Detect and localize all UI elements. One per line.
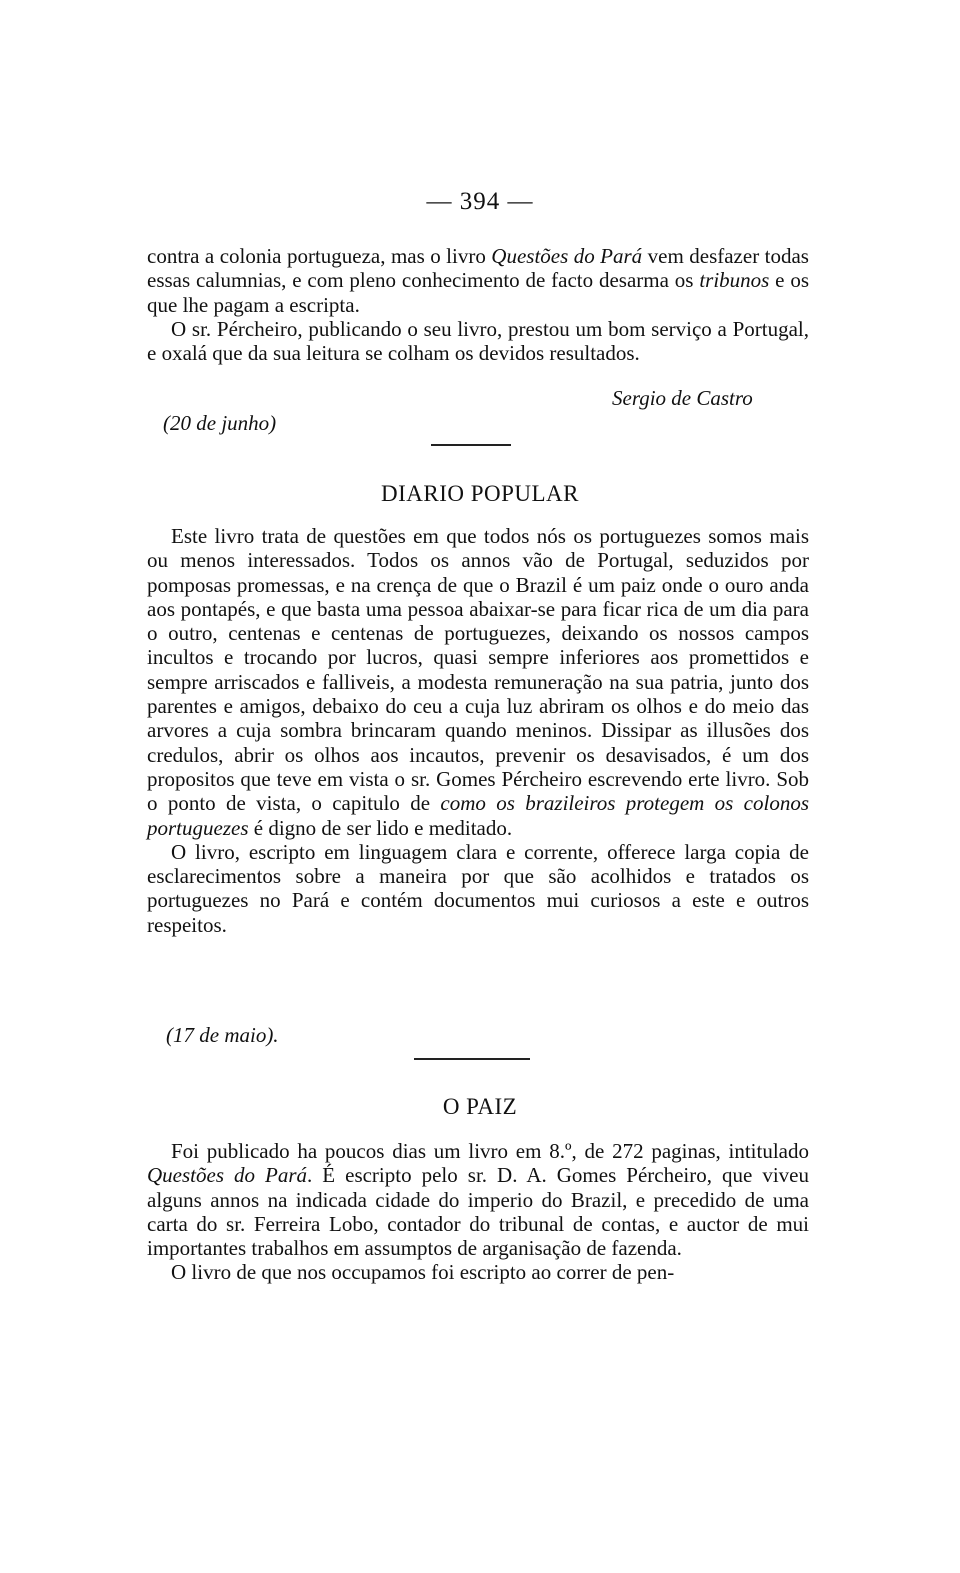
signature: Sergio de Castro (612, 386, 753, 410)
section-heading-diario-popular: DIARIO POPULAR (380, 481, 580, 506)
section3-paragraph-2: O livro de que nos occupamos foi escripto ao correr de pen- (171, 1260, 675, 1285)
section2-paragraph-2: O livro, escripto em linguagem clara e corrente, offerece larga copia de esclarecimentos sobre a maneira por que são acolhidos e tratados os portuguezes no Pará e contém documentos mui curiosos a este e outros respeitos. (147, 839, 809, 937)
section-divider (431, 444, 511, 446)
page-number: — 394 — (426, 188, 534, 215)
section3-paragraph-1: Foi publicado ha poucos dias um livro em 8.º, de 272 paginas, intitulado Questões do Pará. É escripto pelo sr. D. A. Gomes Pércheiro, que viveu alguns annos na indicada cidade do imperio do Brazil, e precedido de uma carta do sr. Ferreira Lobo, contador do tribunal de contas, e auctor de mui importantes trabalhos em assumptos de arganisação de fazenda. (147, 1139, 809, 1261)
section1-paragraph-1: contra a colonia portugueza, mas o livro Questões do Pará vem desfazer todas essas calumnias, e com pleno conhecimento de facto desarma os tribunos e os que lhe pagam a escripta. (147, 244, 810, 317)
section1-paragraph-2: O sr. Pércheiro, publicando o seu livro, prestou um bom serviço a Portugal, e oxalá que da sua leitura se colham os devidos resultados. (147, 316, 809, 366)
section3-body (147, 1139, 809, 1285)
section2-paragraph-1: Este livro trata de questões em que todos nós os portuguezes somos mais ou menos interessados. Todos os annos vão de Portugal, seduzidos por pomposas promessas, e na crença de que o Brazil é um paiz onde o ouro anda aos pontapés, e que basta uma pessoa abaixar-se para ficar rica de um dia para o outro, centenas e centenas de portuguezes, deixando os nossos campos incultos e trocando por lucros, quasi sempre inferiores aos promettidos e sempre arriscados e falliveis, a modesta remuneração na sua patria, junto dos parentes e amigos, debaixo do ceu a cuja luz abriram os olhos e do meio das arvores a cuja sombra brincaram quando meninos. Dissipar as illusões dos credulos, abrir os olhos aos incautos, prevenir os desavisados, é um dos propositos que teve em vista o sr. Gomes Pércheiro escrevendo erte livro. Sob o ponto de vista, o capitulo de como os brazileiros protegem os colonos portuguezes é digno de ser lido e meditado. (147, 524, 809, 840)
date-line: (17 de maio). (166, 1023, 279, 1047)
section-heading-o-paiz: O PAIZ (442, 1094, 518, 1119)
date-line: (20 de junho) (163, 411, 277, 435)
section2-body (147, 524, 809, 937)
section-divider (414, 1058, 530, 1060)
section1-body (147, 244, 809, 365)
